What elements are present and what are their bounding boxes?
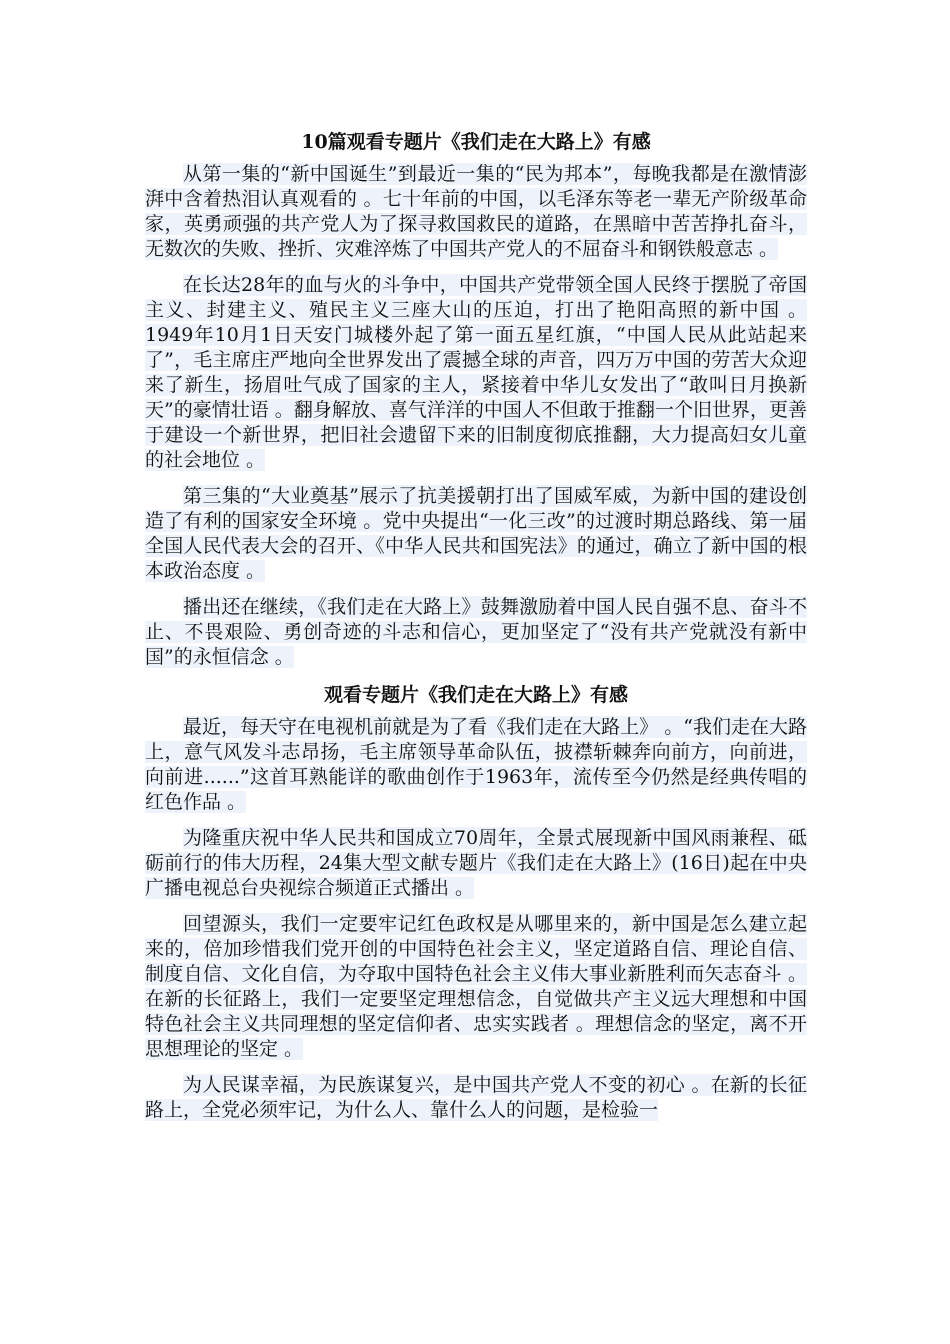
paragraph-text: 从第一集的“新中国诞生”到最近一集的“民为邦本”，每晚我都是在激情澎湃中含着热泪认真观看的 。七十年前的中国，以毛泽东等老一辈无产阶级革命家，英勇顽强的共产党人为了探寻救国救民的道路，在黑暗中苦苦挣扎奋斗，无数次的失败、挫折、灾难淬炼了中国共产党人的不屈奋斗和钢铁般意志 。 bbox=[145, 163, 807, 260]
paragraph-text: 回望源头，我们一定要牢记红色政权是从哪里来的，新中国是怎么建立起来的，倍加珍惜我们党开创的中国特色社会主义，坚定道路自信、理论自信、制度自信、文化自信，为夺取中国特色社会主义伟大事业新胜利而矢志奋斗 。在新的长征路上，我们一定要坚定理想信念，自觉做共产主义远大理想和中国特色社会主义共同理想的坚定信仰者、忠实实践者 。理想信念的坚定，离不开思想理论的坚定 。 bbox=[145, 913, 807, 1060]
article-1-paragraph-3 bbox=[145, 484, 807, 584]
article-1-paragraph-2 bbox=[145, 273, 807, 473]
document-body bbox=[145, 128, 807, 1134]
article-1-paragraph-1 bbox=[145, 162, 807, 262]
article-2-paragraph-1 bbox=[145, 715, 807, 815]
paragraph-text: 在长达28年的血与火的斗争中，中国共产党带领全国人民终于摆脱了帝国主义、封建主义、殖民主义三座大山的压迫，打出了艳阳高照的新中国 。1949年10月1日天安门城楼外起了第一面五星红旗，“中国人民从此站起来了”，毛主席庄严地向全世界发出了震撼全球的声音，四万万中国的劳苦大众迎来了新生，扬眉吐气成了国家的主人，紧接着中华儿女发出了“敢叫日月换新天”的豪情壮语 。翻身解放、喜气洋洋的中国人不但敢于推翻一个旧世界，更善于建设一个新世界，把旧社会遗留下来的旧制度彻底推翻，大力提高妇女儿童的社会地位 。 bbox=[145, 274, 807, 471]
article-title-1: 10篇观看专题片《我们走在大路上》有感 bbox=[301, 131, 651, 153]
paragraph-text: 最近，每天守在电视机前就是为了看《我们走在大路上》 。“我们走在大路上，意气风发斗志昂扬，毛主席领导革命队伍，披襟斩棘奔向前方，向前进，向前进......”这首耳熟能详的歌曲创作于1963年，流传至今仍然是经典传唱的红色作品 。 bbox=[145, 716, 807, 813]
paragraph-text: 播出还在继续，《我们走在大路上》鼓舞激励着中国人民自强不息、奋斗不止、不畏艰险、勇创奇迹的斗志和信心，更加坚定了“没有共产党就没有新中国”的永恒信念 。 bbox=[145, 596, 807, 668]
paragraph-text: 第三集的“大业奠基”展示了抗美援朝打出了国威军威，为新中国的建设创造了有利的国家安全环境 。党中央提出“一化三改”的过渡时期总路线、第一届全国人民代表大会的召开、《中华人民共和国宪法》的通过，确立了新中国的根本政治态度 。 bbox=[145, 485, 807, 582]
article-title-2: 观看专题片《我们走在大路上》有感 bbox=[323, 684, 628, 706]
article-1-paragraph-4 bbox=[145, 595, 807, 670]
paragraph-text: 为人民谋幸福，为民族谋复兴，是中国共产党人不变的初心 。在新的长征路上，全党必须牢记，为什么人、靠什么人的问题，是检验一 bbox=[145, 1074, 807, 1121]
article-2-paragraph-4 bbox=[145, 1073, 807, 1123]
article-2-paragraph-3 bbox=[145, 912, 807, 1062]
article-2-paragraph-2 bbox=[145, 826, 807, 901]
paragraph-text: 为隆重庆祝中华人民共和国成立70周年，全景式展现新中国风雨兼程、砥砺前行的伟大历程，24集大型文献专题片《我们走在大路上》(16日)起在中央广播电视总台央视综合频道正式播出 。 bbox=[145, 827, 807, 899]
